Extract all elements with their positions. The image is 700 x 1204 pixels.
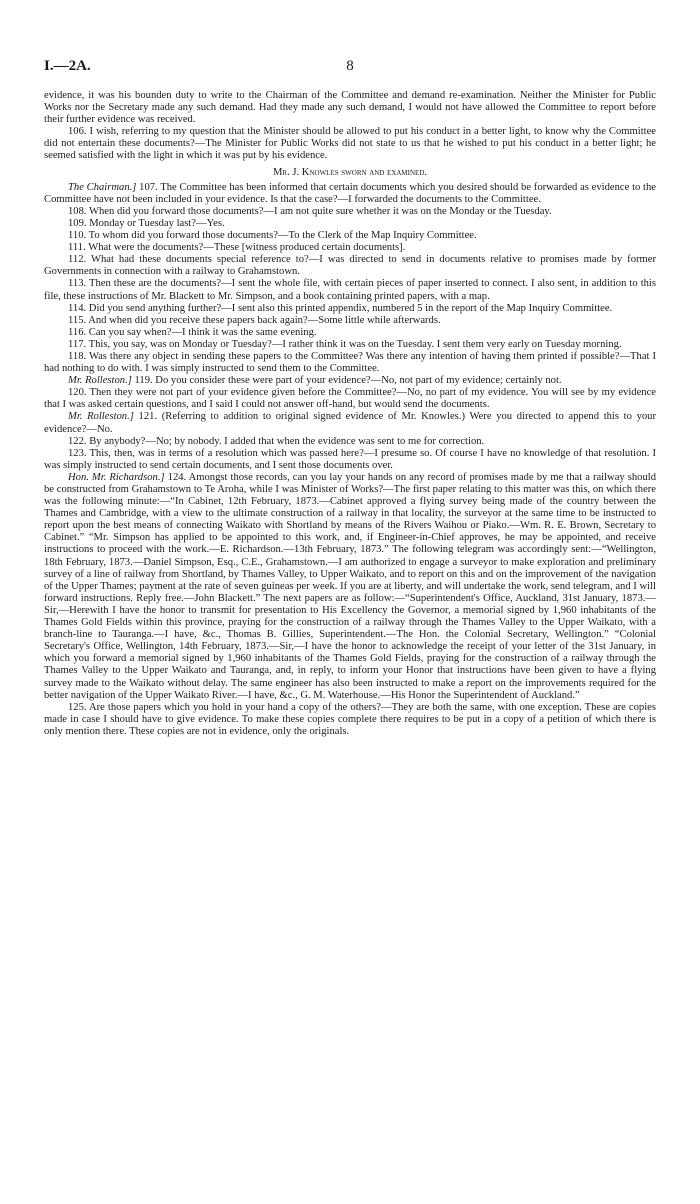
paragraph: 123. This, then, was in terms of a resolution which was passed here?—I presume so. Of course I have no knowledge of that resolution. I was simply instructed to send certain documents, and I sent those documents over. [44,447,656,471]
paragraph: 110. To whom did you forward those documents?—To the Clerk of the Map Inquiry Committee. [68,230,477,242]
paragraph: 108. When did you forward those documents?—I am not quite sure whether it was on the Monday or the Tuesday. [68,205,552,217]
paragraph: 114. Did you send anything further?—I sent also this printed appendix, numbered 5 in the report of the Map Inquiry Committee. [68,302,613,314]
paragraph: 122. By anybody?—No; by nobody. I added that when the evidence was sent to me for correction. [68,435,485,447]
speaker-label: The Chairman.] [68,181,137,193]
paragraph: evidence, it was his bounden duty to write to the Chairman of the Committee and demand re-examination. Neither the Minister for Public Works nor the Secretary made any such demand. Had they made any such demand, I would not have allowed the Committee to report before their further evidence was received. [44,90,656,126]
document-body [44,90,656,738]
paragraph: 113. Then these are the documents?—I sent the whole file, with certain pieces of paper inserted to connect. I also sent, in addition to this file, these instructions of Mr. Blackett to Mr. Simpson, and a book containing printed papers, with a map. [44,278,656,302]
paragraph: 120. Then they were not part of your evidence given before the Committee?—No, no part of my evidence. You will see by my evidence that I was asked certain questions, and I said I could not answer off-hand, but would send the documents. [44,387,656,411]
paragraph: 109. Monday or Tuesday last?—Yes. [68,217,225,229]
page-header [44,58,656,80]
paragraph: The Chairman.] 107. The Committee has been informed that certain documents which you desired should be forwarded as evidence to the Committee have not been included in your evidence. Is that the case?—I forwarded the documents to the Committee. [44,181,657,205]
section-heading: Mr. J. Knowles sworn and examined. [273,166,427,178]
paper-reference: I.—2A. [44,58,91,74]
paragraph: Hon. Mr. Richardson.] 124. Amongst those records, can you lay your hands on any record of promises made by me that a railway should be constructed from Grahamstown to Te Aroha, while I was Minister of Works?—The first paper relating to this matter was this, on which there was the following minute:—“In Cabinet, 12th February, 1873.—Cabinet approved a flying survey being made of the country between the Thames and Cambridge, with a view to the ultimate construction of a railway in that locality, the surveyor at the same time to be instructed to report upon the best means of connecting Waikato with Shortland by means of the Rivers Waihou or Piako.—Wm. R. E. Brown, Secretary to Cabinet.” “Mr. Simpson has applied to be appointed to this work, and, if Engineer-in-Chief approves, he may be appointed, and receive instructions to proceed with the work.—E. Richardson.—13th February, 1873.” The following telegram was accordingly sent:—“Wellington, 18th February, 1873.—Daniel Simpson, Esq., C.E., Grahamstown.—I am authorized to engage a surveyor to make exploration and preliminary survey of a line of railway from Shortland, by Thames Valley, to Upper Waikato, and to report on this and on the improvement of the navigation of the Upper Thames; payment at the rate of seven guineas per week. If you are at liberty, and will undertake the work, send telegram, and I will forward instructions. Reply free.—John Blackett.” The next papers are as follow:—“Superintendent's Office, Auckland, 31st January, 1873.—Sir,—Herewith I have the honor to transmit for presentation to His Excellency the Governor, a memorial signed by 1,960 inhabitants of the Thames Gold Fields within this province, praying for the construction of a railway through the Thames Valley to the Upper Waikato, with a branch-line to Tauranga.—I have, &c., Thomas B. Gillies, Superintendent.—The Hon. the Colonial Secretary, Wellington.” “Colonial Secretary's Office, Wellington, 14th February, 1873.—Sir,—I have the honor to acknowledge the receipt of your letter of the 31st January, in which you forward a memorial signed by 1,960 inhabitants of the Thames Gold Fields, praying for the construction of a railway through the Thames Valley to the Upper Waikato and Tauranga, and, in reply, to inform your Honor that instructions have been given to have a flying survey made to the Waikato without delay. The same engineer has also been instructed to make a report on the improvements required for the better navigation of the Upper Waikato River.—I have, &c., G. M. Waterhouse.—His Honor the Superintendent of Auckland.” [44,471,656,701]
paragraph: 116. Can you say when?—I think it was the same evening. [68,326,317,338]
paragraph: 115. And when did you receive these papers back again?—Some little while afterwards. [68,314,441,326]
speaker-label: Mr. Rolleston.] [68,375,132,387]
paragraph: 118. Was there any object in sending these papers to the Committee? Was there any intention of having them printed if possible?—That I had nothing to do with. I was simply instructed to send them to the Committee. [44,350,656,375]
paragraph: 106. I wish, referring to my question that the Minister should be allowed to put his conduct in a better light, to know why the Committee did not entertain these documents?—The Minister for Public Works did not state to us that he wished to put his conduct in a better light; he seemed satisfied with the light in which it was put by his evidence. [44,126,656,162]
page-number: 8 [346,58,354,74]
paragraph: 117. This, you say, was on Monday or Tuesday?—I rather think it was on the Tuesday. I sent them very early on Tuesday morning. [68,338,622,350]
paragraph: 112. What had these documents special reference to?—I was directed to send in documents relative to promises made by former Governments in connection with a railway to Grahamstown. [44,254,656,278]
paragraph: Mr. Rolleston.] 119. Do you consider these were part of your evidence?—No, not part of my evidence; certainly not. [68,375,562,387]
speaker-label: Hon. Mr. Richardson.] [68,471,165,483]
paragraph: 111. What were the documents?—These [witness produced certain documents]. [68,242,406,254]
paragraph: 125. Are those papers which you hold in your hand a copy of the others?—They are both the same, with one exception. These are copies made in case I should have to give evidence. To make these copies complete there requires to be put in a copy of a petition of which there is only mention there. These copies are not in evidence, only the originals. [44,701,656,737]
speaker-label: Mr. Rolleston.] [68,411,134,423]
paragraph: Mr. Rolleston.] 121. (Referring to addition to original signed evidence of Mr. Knowles.) Were you directed to append this to your evidence?—No. [44,411,656,435]
